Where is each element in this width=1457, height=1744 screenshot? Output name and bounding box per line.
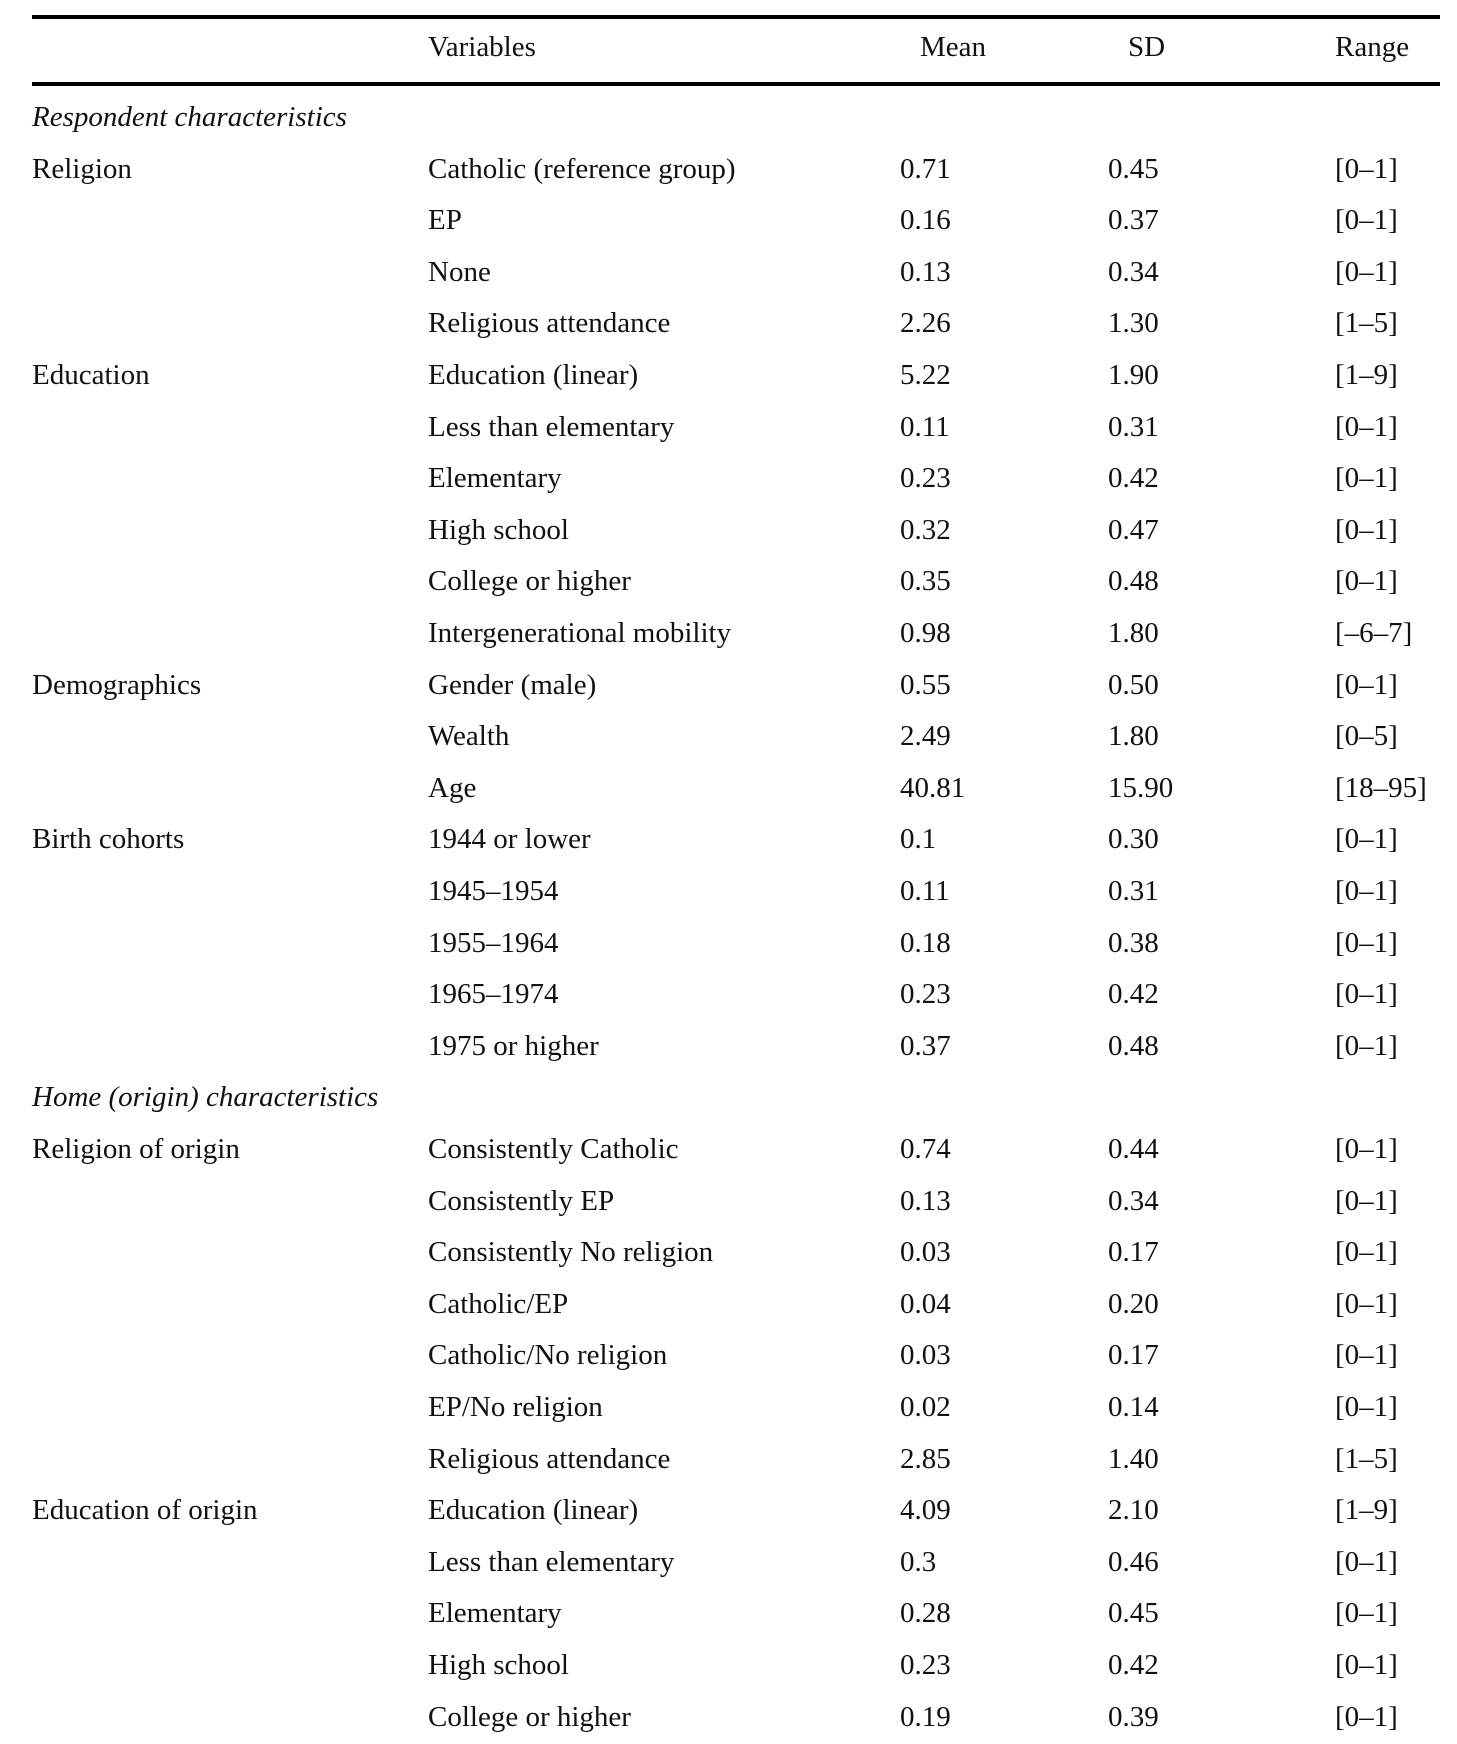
row-variable: Catholic/No religion — [428, 1339, 668, 1371]
row-sd: 0.37 — [1108, 204, 1159, 236]
row-variable: Consistently No religion — [428, 1236, 714, 1268]
row-group-label: Birth cohorts — [32, 823, 185, 855]
row-mean: 2.26 — [900, 307, 951, 339]
row-mean: 0.32 — [900, 514, 951, 546]
row-range: [0–1] — [1335, 875, 1398, 907]
row-group-label: Religion of origin — [32, 1133, 240, 1165]
row-sd: 0.48 — [1108, 565, 1159, 597]
row-sd: 0.45 — [1108, 153, 1159, 185]
row-sd: 0.45 — [1108, 1597, 1159, 1629]
row-variable: Less than elementary — [428, 1546, 675, 1578]
row-variable: High school — [428, 514, 569, 546]
row-mean: 2.85 — [900, 1443, 951, 1475]
row-range: [0–1] — [1335, 1030, 1398, 1062]
row-range: [0–1] — [1335, 823, 1398, 855]
row-sd: 0.31 — [1108, 875, 1159, 907]
row-sd: 0.42 — [1108, 978, 1159, 1010]
row-mean: 0.16 — [900, 204, 951, 236]
row-range: [0–1] — [1335, 514, 1398, 546]
row-variable: Less than elementary — [428, 411, 675, 443]
row-variable: EP — [428, 204, 462, 236]
row-sd: 2.10 — [1108, 1494, 1159, 1526]
row-range: [0–5] — [1335, 720, 1398, 752]
row-range: [0–1] — [1335, 411, 1398, 443]
row-sd: 1.90 — [1108, 359, 1159, 391]
section-heading: Home (origin) characteristics — [32, 1081, 379, 1113]
row-range: [0–1] — [1335, 1339, 1398, 1371]
section-heading: Respondent characteristics — [32, 101, 347, 133]
row-variable: 1944 or lower — [428, 823, 591, 855]
row-sd: 0.14 — [1108, 1391, 1159, 1423]
row-sd: 0.39 — [1108, 1701, 1159, 1733]
row-variable: None — [428, 256, 491, 288]
row-range: [1–5] — [1335, 1443, 1398, 1475]
row-mean: 0.13 — [900, 1185, 951, 1217]
row-mean: 4.09 — [900, 1494, 951, 1526]
row-group-label: Education — [32, 359, 150, 391]
row-range: [0–1] — [1335, 462, 1398, 494]
row-sd: 0.50 — [1108, 669, 1159, 701]
header-range: Range — [1335, 31, 1410, 63]
row-variable: Consistently EP — [428, 1185, 615, 1217]
row-mean: 0.74 — [900, 1133, 951, 1165]
row-variable: 1955–1964 — [428, 927, 559, 959]
row-variable: Intergenerational mobility — [428, 617, 732, 649]
row-variable: 1945–1954 — [428, 875, 559, 907]
row-sd: 0.42 — [1108, 1649, 1159, 1681]
row-variable: College or higher — [428, 1701, 631, 1733]
row-mean: 0.35 — [900, 565, 951, 597]
row-sd: 0.44 — [1108, 1133, 1159, 1165]
row-sd: 1.80 — [1108, 720, 1159, 752]
row-sd: 0.42 — [1108, 462, 1159, 494]
row-sd: 0.20 — [1108, 1288, 1159, 1320]
row-mean: 0.37 — [900, 1030, 951, 1062]
row-sd: 15.90 — [1108, 772, 1174, 804]
row-mean: 0.1 — [900, 823, 937, 855]
row-range: [0–1] — [1335, 153, 1398, 185]
row-sd: 0.47 — [1108, 514, 1159, 546]
row-range: [1–5] — [1335, 307, 1398, 339]
row-variable: Catholic/EP — [428, 1288, 569, 1320]
row-range: [0–1] — [1335, 1288, 1398, 1320]
row-sd: 1.40 — [1108, 1443, 1159, 1475]
row-range: [0–1] — [1335, 1597, 1398, 1629]
header-mean: Mean — [920, 31, 987, 63]
row-sd: 0.38 — [1108, 927, 1159, 959]
row-variable: College or higher — [428, 565, 631, 597]
row-range: [0–1] — [1335, 978, 1398, 1010]
row-variable: Consistently Catholic — [428, 1133, 679, 1165]
row-group-label: Education of origin — [32, 1494, 258, 1526]
row-variable: Education (linear) — [428, 359, 639, 391]
row-range: [0–1] — [1335, 927, 1398, 959]
row-range: [0–1] — [1335, 1133, 1398, 1165]
row-range: [0–1] — [1335, 1701, 1398, 1733]
row-variable: EP/No religion — [428, 1391, 603, 1423]
row-range: [1–9] — [1335, 359, 1398, 391]
header-variables: Variables — [428, 31, 536, 63]
row-variable: Wealth — [428, 720, 510, 752]
row-mean: 0.3 — [900, 1546, 937, 1578]
row-variable: 1965–1974 — [428, 978, 559, 1010]
row-mean: 0.03 — [900, 1236, 951, 1268]
row-range: [18–95] — [1335, 772, 1427, 804]
row-range: [0–1] — [1335, 669, 1398, 701]
row-mean: 0.13 — [900, 256, 951, 288]
row-variable: Religious attendance — [428, 1443, 671, 1475]
row-mean: 5.22 — [900, 359, 951, 391]
row-variable: Age — [428, 772, 477, 804]
row-range: [1–9] — [1335, 1494, 1398, 1526]
row-variable: 1975 or higher — [428, 1030, 599, 1062]
row-sd: 0.48 — [1108, 1030, 1159, 1062]
row-mean: 0.28 — [900, 1597, 951, 1629]
row-variable: Gender (male) — [428, 669, 597, 701]
row-variable: Elementary — [428, 462, 562, 494]
row-range: [0–1] — [1335, 1236, 1398, 1268]
row-range: [0–1] — [1335, 204, 1398, 236]
row-group-label: Religion — [32, 153, 132, 185]
row-mean: 0.71 — [900, 153, 951, 185]
row-variable: Religious attendance — [428, 307, 671, 339]
row-range: [0–1] — [1335, 1546, 1398, 1578]
row-sd: 1.30 — [1108, 307, 1159, 339]
table-top-rule — [32, 15, 1440, 19]
row-range: [0–1] — [1335, 565, 1398, 597]
row-sd: 0.30 — [1108, 823, 1159, 855]
header-bottom-rule — [32, 82, 1440, 86]
row-sd: 0.34 — [1108, 1185, 1159, 1217]
row-mean: 0.02 — [900, 1391, 951, 1423]
row-sd: 0.46 — [1108, 1546, 1159, 1578]
row-variable: Catholic (reference group) — [428, 153, 736, 185]
row-mean: 40.81 — [900, 772, 966, 804]
header-sd: SD — [1128, 31, 1166, 63]
row-mean: 0.55 — [900, 669, 951, 701]
row-sd: 1.80 — [1108, 617, 1159, 649]
row-range: [0–1] — [1335, 1185, 1398, 1217]
row-range: [0–1] — [1335, 1391, 1398, 1423]
row-mean: 0.19 — [900, 1701, 951, 1733]
row-sd: 0.34 — [1108, 256, 1159, 288]
row-sd: 0.31 — [1108, 411, 1159, 443]
row-mean: 0.03 — [900, 1339, 951, 1371]
row-sd: 0.17 — [1108, 1339, 1159, 1371]
row-range: [–6–7] — [1335, 617, 1413, 649]
row-mean: 0.23 — [900, 1649, 951, 1681]
row-variable: High school — [428, 1649, 569, 1681]
row-variable: Elementary — [428, 1597, 562, 1629]
row-mean: 0.04 — [900, 1288, 951, 1320]
row-range: [0–1] — [1335, 256, 1398, 288]
row-mean: 2.49 — [900, 720, 951, 752]
row-variable: Education (linear) — [428, 1494, 639, 1526]
row-group-label: Demographics — [32, 669, 202, 701]
row-mean: 0.23 — [900, 978, 951, 1010]
row-range: [0–1] — [1335, 1649, 1398, 1681]
row-mean: 0.11 — [900, 875, 950, 907]
row-mean: 0.23 — [900, 462, 951, 494]
row-mean: 0.18 — [900, 927, 951, 959]
row-mean: 0.98 — [900, 617, 951, 649]
row-mean: 0.11 — [900, 411, 950, 443]
row-sd: 0.17 — [1108, 1236, 1159, 1268]
